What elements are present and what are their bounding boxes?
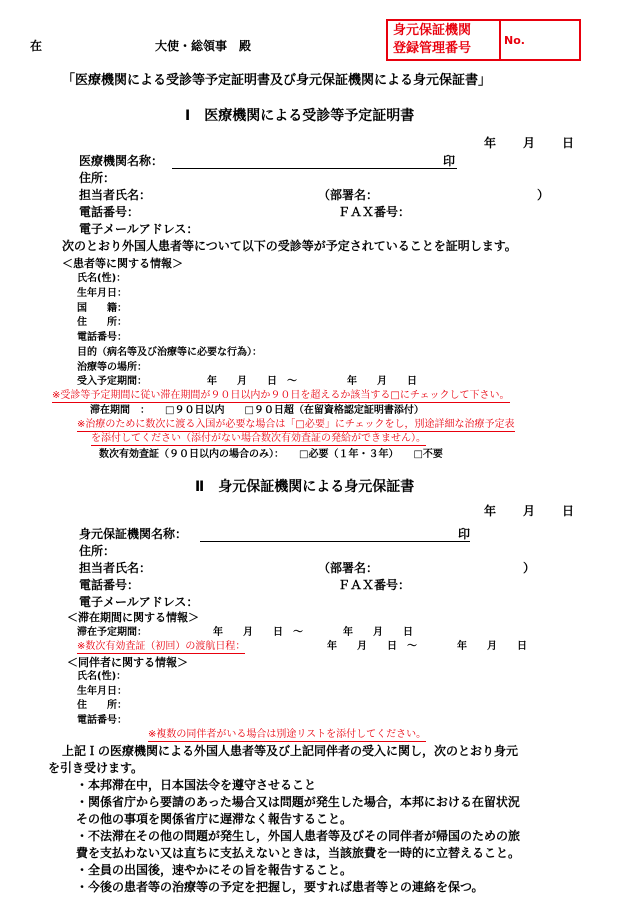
- s2-companion-birth: 生年月日：: [77, 686, 127, 697]
- s2-body-line1: 上記Ｉの医療機関による外国人患者等及び上記同伴者の受入に関し，次のとおり身元: [62, 744, 519, 758]
- s1-stay-period-options: 滞在期間 ： □９０日以内 □９０日超（在留資格認定証明書添付）: [90, 405, 424, 416]
- reg-label-line2: 登録管理番号: [393, 41, 472, 56]
- s1-period-dates: 年 月 日 ～ 年 月 日: [207, 376, 417, 387]
- embassy-addressee: 大使・総領事 殿: [155, 39, 252, 53]
- s1-multi-visa-options: 数次有効査証（９０日以内の場合のみ）： □必要（１年・３年） □不要: [99, 449, 443, 460]
- s1-date-year: 年: [484, 136, 497, 150]
- s2-date-month: 月: [523, 504, 536, 518]
- s2-seal-label: 印: [458, 527, 471, 541]
- s1-patient-tel: 電話番号：: [77, 332, 127, 343]
- s1-note-stay-check: ※受診等予定期間に従い滞在期間が９０日以内か９０日を超えるか該当する□にチェックして下さい。: [52, 390, 510, 401]
- s1-statement: 次のとおり外国人患者等について以下の受診等が予定されていることを証明します。: [62, 239, 517, 253]
- s2-note-multiple-companions: ※複数の同伴者がいる場合は別途リストを添付してください。: [148, 729, 427, 740]
- s2-companion-tel: 電話番号：: [77, 715, 127, 726]
- s2-item-1: ・本邦滞在中，日本国法令を遵守させること: [76, 778, 317, 792]
- s2-institution-field[interactable]: [200, 541, 470, 542]
- s2-companion-name: 氏名(性)：: [77, 671, 127, 682]
- s2-stay-header: ＜滞在期間に関する情報＞: [67, 611, 199, 624]
- reg-label-line1: 身元保証機関: [393, 23, 472, 38]
- s2-institution-label: 身元保証機関名称：: [79, 527, 188, 541]
- s1-patient-nationality: 国 籍：: [77, 303, 127, 314]
- s2-first-trip-dates: 年 月 日 ～ 年 月 日: [327, 641, 527, 652]
- zai-label: 在: [30, 39, 43, 53]
- s2-date-day: 日: [562, 504, 575, 518]
- s1-patient-name: 氏名(性)：: [77, 273, 127, 284]
- s1-address-label: 住所：: [79, 171, 116, 185]
- s2-dept-label: （部署名：: [318, 561, 379, 575]
- s1-person-label: 担当者氏名：: [79, 188, 152, 202]
- s2-item-4: ・全員の出国後，速やかにその旨を報告すること。: [76, 863, 353, 877]
- s1-dept-label: （部署名：: [318, 188, 379, 202]
- section2-title: Ⅱ 身元保証機関による身元保証書: [195, 479, 415, 495]
- s1-patient-address: 住 所：: [77, 317, 127, 328]
- s2-fax-label: ＦＡＸ番号：: [338, 578, 411, 592]
- s2-item-5: ・今後の患者等の治療等の予定を把握し，要すれば患者等との連絡を保つ。: [76, 880, 484, 894]
- s1-period-label: 受入予定期間：: [77, 376, 147, 387]
- s2-date-year: 年: [484, 504, 497, 518]
- s2-item-3a: ・不法滞在その他の問題が発生し，外国人患者等及びその同伴者が帰国のための旅: [76, 829, 521, 843]
- s1-date-month: 月: [523, 136, 536, 150]
- s1-tel-label: 電話番号：: [79, 205, 140, 219]
- s2-item-2a: ・関係省庁から要請のあった場合又は問題が発生した場合，本邦における在留状況: [76, 795, 520, 809]
- s2-person-label: 担当者氏名：: [79, 561, 152, 575]
- reg-number-prefix: No.: [504, 34, 525, 47]
- s1-purpose-label: 目的（病名等及び治療等に必要な行為）：: [77, 347, 262, 358]
- s1-note-multi-entry-1: ※治療のために数次に渡る入国が必要な場合は「□必要」にチェックをし，別途詳細な治療予定表: [77, 419, 515, 430]
- s1-patient-header: ＜患者等に関する情報＞: [62, 257, 183, 270]
- s2-tel-label: 電話番号：: [79, 578, 140, 592]
- s2-stay-plan-dates: 年 月 日 ～ 年 月 日: [213, 627, 413, 638]
- s2-item-2b: その他の事項を関係省庁に遅滞なく報告すること。: [76, 812, 353, 826]
- s1-institution-field[interactable]: [172, 168, 457, 169]
- s1-place-label: 治療等の場所：: [77, 362, 147, 373]
- s2-stay-plan-label: 滞在予定期間：: [77, 627, 147, 638]
- s2-body-line2: を引き受けます。: [48, 761, 144, 775]
- s2-companion-header: ＜同伴者に関する情報＞: [67, 656, 188, 669]
- s1-seal-label: 印: [443, 154, 456, 168]
- s1-patient-birth: 生年月日：: [77, 288, 127, 299]
- s1-institution-label: 医療機関名称：: [79, 154, 164, 168]
- document-title: 「医療機関による受診等予定証明書及び身元保証機関による身元保証書」: [62, 73, 492, 88]
- s2-item-3b: 費を支払わない又は直ちに支払えないときは，当該旅費を一時的に立替えること。: [76, 846, 521, 860]
- s2-first-trip-label: ※数次有効査証（初回）の渡航日程：: [77, 641, 246, 652]
- s1-fax-label: ＦＡＸ番号：: [338, 205, 411, 219]
- s1-note-multi-entry-2: を添付してください（添付がない場合数次有効査証の発給ができません）。: [91, 433, 426, 444]
- s2-dept-close: ）: [523, 561, 536, 575]
- s2-email-label: 電子メールアドレス：: [79, 595, 199, 609]
- s2-address-label: 住所：: [79, 544, 116, 558]
- s1-email-label: 電子メールアドレス：: [79, 222, 199, 236]
- s1-dept-close: ）: [537, 188, 550, 202]
- s2-companion-address: 住 所：: [77, 700, 127, 711]
- s1-date-day: 日: [562, 136, 575, 150]
- section1-title: Ⅰ 医療機関による受診等予定証明書: [185, 108, 415, 124]
